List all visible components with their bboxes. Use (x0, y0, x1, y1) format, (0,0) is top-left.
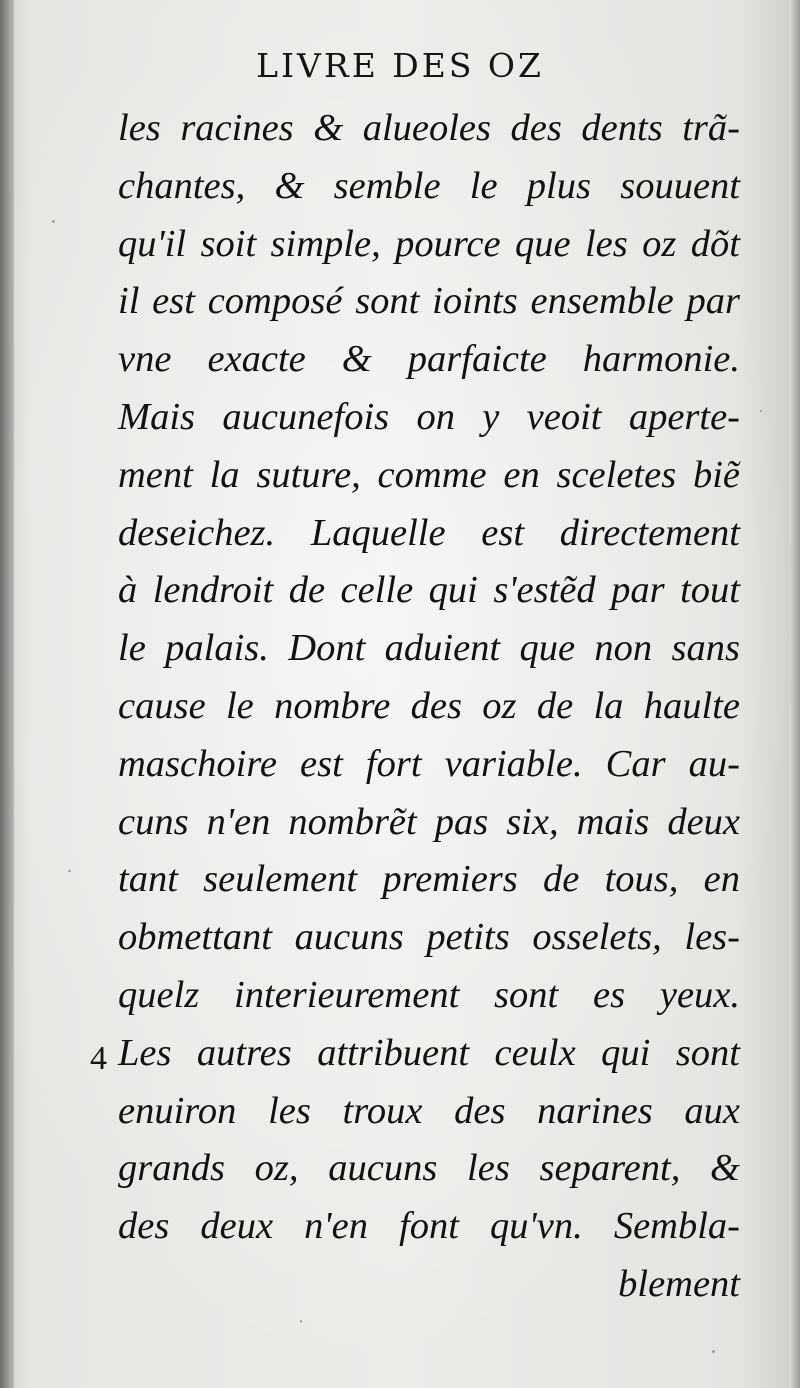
text-line: ment la suture, comme en sceletes biẽ (118, 453, 740, 496)
text-line: cuns n'en nombrẽt pas six, mais deux (118, 800, 740, 843)
text-line: obmettant aucuns petits osselets, les- (118, 916, 740, 959)
paper-speck (300, 1320, 302, 1323)
text-line: deseichez. Laquelle est directement (118, 511, 740, 554)
text-line: cause le nombre des oz de la haulte (118, 684, 740, 727)
page-right-edge-shadow (790, 0, 800, 1388)
text-line: maschoire est fort variable. Car au- (118, 742, 740, 785)
text-line: grands oz, aucuns les separent, & (118, 1147, 740, 1190)
body-text (118, 100, 740, 1314)
text-line: à lendroit de celle qui s'estẽd par tout (118, 569, 740, 612)
paper-speck (68, 870, 71, 872)
paper-speck (52, 220, 55, 223)
text-line: tant seulement premiers de tous, en (118, 858, 740, 901)
catchword: blement (618, 1262, 740, 1305)
text-line: Mais aucunefois on y veoit aperte- (118, 395, 740, 438)
running-head: LIVRE DES OZ (256, 46, 544, 85)
text-line: Les autres attribuent ceulx qui sont (118, 1031, 740, 1074)
text-line: chantes, & semble le plus souuent (118, 164, 740, 207)
text-line: il est composé sont ioints ensemble par (118, 280, 740, 323)
text-line: vne exacte & parfaicte harmonie. (118, 338, 740, 381)
page-left-edge-shadow (0, 0, 14, 1388)
text-line: des deux n'en font qu'vn. Sembla- (118, 1205, 740, 1248)
text-line: enuiron les troux des narines aux (118, 1089, 740, 1132)
text-line: quelz interieurement sont es yeux. (118, 973, 740, 1016)
text-line: le palais. Dont aduient que non sans (118, 627, 740, 670)
text-line: les racines & alueoles des dents trã- (118, 107, 740, 149)
margin-number: 4 (90, 1040, 107, 1077)
paper-speck (760, 410, 762, 412)
text-line: qu'il soit simple, pource que les oz dõt (118, 222, 740, 265)
paper-speck (712, 1350, 715, 1353)
